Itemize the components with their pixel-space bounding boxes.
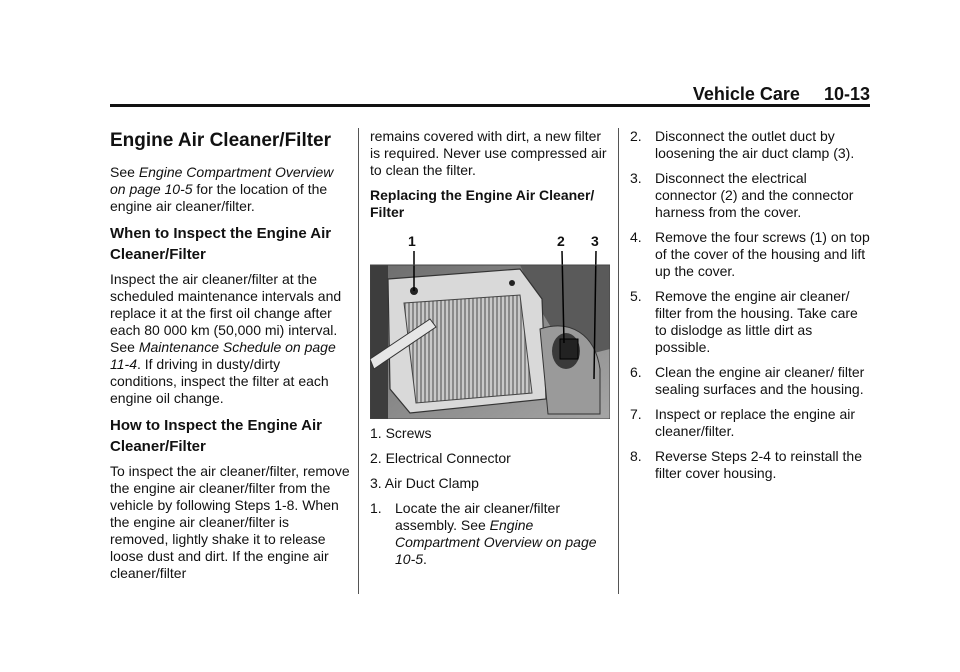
step-item: 5. Remove the engine air cleaner/ filter from the housing. Take care to dislodge as little dirt as possible.	[630, 288, 858, 355]
page-number: 10-13	[823, 84, 870, 104]
cross-reference-link[interactable]: Maintenance Schedule on page 11-4	[110, 339, 336, 372]
air-cleaner-illustration	[370, 239, 610, 419]
legend-item: 2. Electrical Connector	[370, 450, 511, 466]
intro-paragraph: See Engine Compartment Overview on page 10-5 for the location of the engine air cleaner/filter.	[110, 164, 334, 214]
column-2	[370, 128, 610, 576]
step-item: 6. Clean the engine air cleaner/ filter sealing surfaces and the housing.	[630, 364, 865, 397]
running-header	[693, 84, 870, 105]
step-item: 2. Disconnect the outlet duct by loosening the air duct clamp (3).	[630, 128, 855, 161]
when-to-inspect-heading: When to Inspect the Engine Air Cleaner/Filter	[110, 225, 332, 263]
replacing-heading: Replacing the Engine Air Cleaner/ Filter	[370, 187, 595, 220]
column-divider-1	[358, 128, 359, 594]
legend-item: 3. Air Duct Clamp	[370, 475, 479, 491]
continued-paragraph: remains covered with dirt, a new filter is required. Never use compressed air to clean the filter.	[370, 128, 607, 178]
steps-list-continued	[630, 128, 870, 482]
callout-3: 3	[591, 233, 599, 249]
step-item: 3. Disconnect the electrical connector (2) and the connector harness from the cover.	[630, 170, 854, 220]
step-item: 1. Locate the air cleaner/filter assembly. See Engine Compartment Overview on page 10-5.	[370, 500, 597, 567]
header-section-title: Vehicle Care	[692, 84, 800, 104]
callout-1: 1	[408, 233, 416, 249]
column-3	[630, 128, 870, 490]
step-item: 7. Inspect or replace the engine air cleaner/filter.	[630, 406, 856, 439]
when-to-inspect-paragraph: Inspect the air cleaner/filter at the scheduled maintenance intervals and replace it at the first oil change after each 80 000 km (50,000 mi) interval. See Maintenance Schedule on page 11-4. If driving in dusty/dirty conditions, inspect the filter at each engine oil change.	[110, 271, 342, 406]
step-item: 8. Reverse Steps 2-4 to reinstall the filter cover housing.	[630, 448, 862, 481]
step-item: 4. Remove the four screws (1) on top of the cover of the housing and lift up the cover.	[630, 229, 870, 279]
steps-list-start	[370, 500, 610, 568]
column-divider-2	[618, 128, 619, 594]
air-cleaner-figure	[370, 233, 610, 419]
how-to-inspect-heading: How to Inspect the Engine Air Cleaner/Filter	[110, 417, 322, 455]
how-to-inspect-paragraph: To inspect the air cleaner/filter, remove the engine air cleaner/filter from the vehicle by following Steps 1-8. When the engine air cleaner/filter is removed, lightly shake it to release loose dust and dirt. If the engine air cleaner/filter	[110, 463, 350, 581]
cross-reference-link[interactable]: Engine Compartment Overview on page 10-5	[395, 517, 597, 567]
cross-reference-link[interactable]: Engine Compartment Overview on page 10-5	[110, 164, 334, 197]
page-header	[110, 84, 870, 104]
column-1	[110, 128, 350, 590]
figure-legend	[370, 425, 610, 492]
callout-2: 2	[557, 233, 565, 249]
legend-item: 1. Screws	[370, 425, 432, 441]
section-title: Engine Air Cleaner/Filter	[110, 130, 332, 151]
header-rule	[110, 104, 870, 107]
